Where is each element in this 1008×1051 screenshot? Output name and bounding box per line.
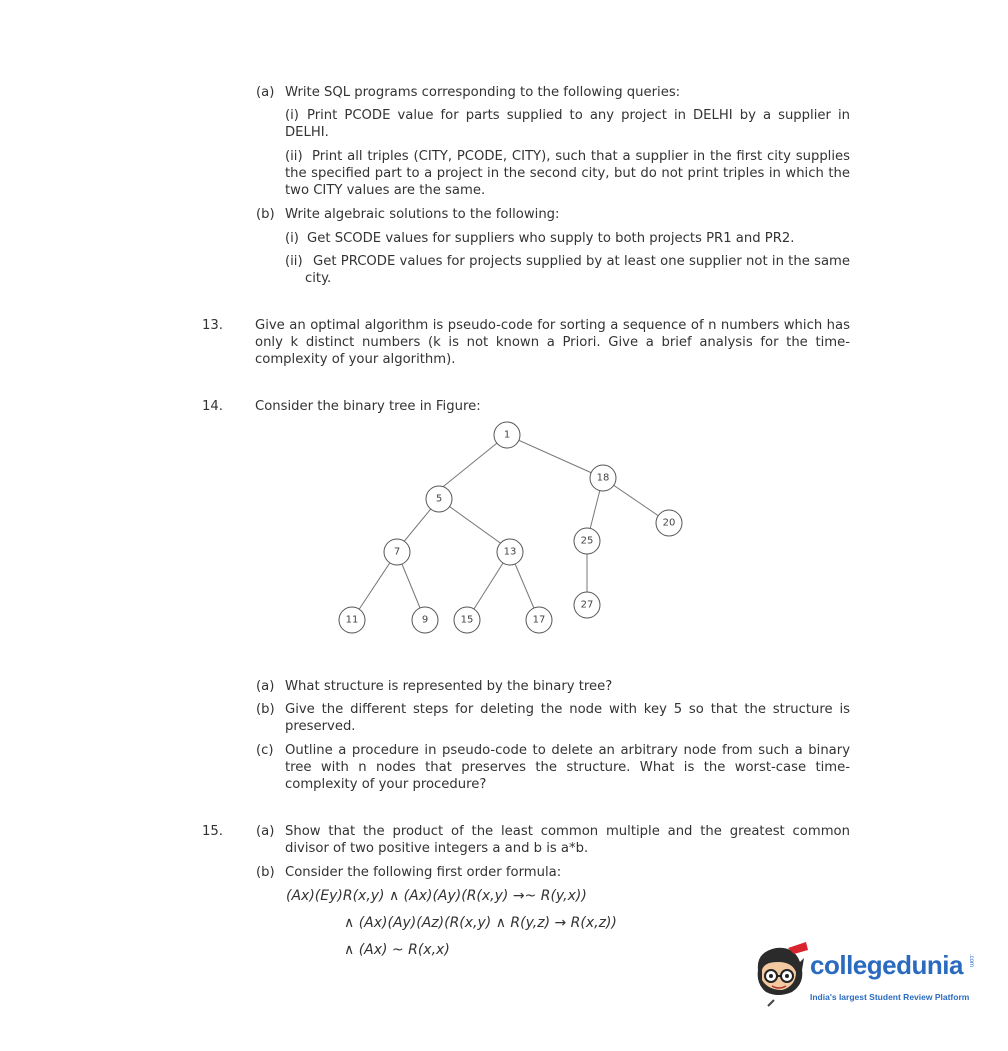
svg-text:17: 17 (532, 614, 546, 626)
q12a-i-text: Print PCODE value for parts supplied to any project in DELHI by a supplier in DELHI. (285, 108, 850, 140)
tree-node-13 (497, 539, 523, 565)
q14c-label: (c) (256, 743, 274, 758)
tree-node-25 (574, 528, 600, 554)
formula-line-1: (Ax)(Ey)R(x,y) ∧ (Ax)(Ay)(R(x,y) →~ R(y,x)) (286, 888, 587, 904)
collegedunia-logo (748, 940, 980, 1012)
mascot-icon (748, 940, 810, 1012)
tree-node-18 (590, 465, 616, 491)
q14-number: 14. (202, 399, 223, 414)
q14b-label: (b) (256, 702, 275, 717)
svg-text:7: 7 (393, 546, 401, 558)
svg-text:9: 9 (421, 614, 429, 626)
tree-node-15 (454, 607, 480, 633)
q14a-label: (a) (256, 679, 275, 694)
edge-1-18 (507, 435, 603, 478)
q12a-ii-text: Print all triples (CITY, PCODE, CITY), such that a supplier in the first city supplies the specified part to a project in the second city, but do not print triples in which the two CITY values are the same. (285, 149, 850, 198)
q14-text: Consider the binary tree in Figure: (255, 399, 481, 414)
svg-text:5: 5 (435, 493, 443, 505)
q15a-text: Show that the product of the least common multiple and the greatest common divisor of two positive integers a and b is a*b. (285, 824, 850, 856)
q15b-label: (b) (256, 865, 275, 880)
svg-text:1: 1 (503, 429, 511, 441)
q15b-text: Consider the following first order formula: (285, 865, 562, 880)
tree-node-5 (426, 486, 452, 512)
q13-text: Give an optimal algorithm is pseudo-code for sorting a sequence of n numbers which has only k distinct numbers (k is not known a Priori. Give a brief analysis for the time-complexity of your algorithm). (255, 318, 850, 367)
tree-node-9 (412, 607, 438, 633)
q12b-ii-text: Get PRCODE values for projects supplied by at least one supplier not in the same city. (305, 254, 850, 286)
q14b-text: Give the different steps for deleting the node with key 5 so that the structure is preserved. (285, 702, 850, 734)
q12b-label: (b) (256, 207, 275, 222)
binary-tree-figure (330, 420, 690, 640)
svg-text:20: 20 (662, 517, 676, 529)
q12b-text: Write algebraic solutions to the following: (285, 207, 560, 222)
q12a-label: (a) (256, 85, 275, 100)
q14a-text: What structure is represented by the binary tree? (285, 679, 613, 694)
q12a-text: Write SQL programs corresponding to the following queries: (285, 85, 681, 100)
tree-node-27 (574, 592, 600, 618)
q13-number: 13. (202, 318, 223, 333)
svg-text:11: 11 (345, 614, 359, 626)
q12b-ii-label: (ii) (285, 254, 303, 269)
logo-tagline: India's largest Student Review Platform (810, 992, 970, 1002)
svg-text:27: 27 (580, 599, 594, 611)
tree-node-11 (339, 607, 365, 633)
tree-edges (352, 435, 669, 620)
tree-node-7 (384, 539, 410, 565)
svg-text:13: 13 (503, 546, 517, 558)
tree-node-17 (526, 607, 552, 633)
q12a-i-label: (i) (285, 108, 299, 123)
formula-line-3: ∧ (Ax) ~ R(x,x) (344, 942, 450, 958)
logo-wordmark: collegedunia (810, 950, 963, 980)
q14c-text: Outline a procedure in pseudo-code to delete an arbitrary node from such a binary tree with n nodes that preserves the structure. What is the worst-case time-complexity of your procedure? (285, 743, 850, 792)
q12b-i-label: (i) (285, 231, 299, 246)
svg-text:25: 25 (580, 535, 594, 547)
q12b-i-text: Get SCODE values for suppliers who supply to both projects PR1 and PR2. (307, 231, 795, 246)
logo-dotcom: .com (968, 954, 974, 968)
tree-node-20 (656, 510, 682, 536)
q12a-ii-label: (ii) (285, 149, 303, 164)
formula-line-2: ∧ (Ax)(Ay)(Az)(R(x,y) ∧ R(y,z) → R(x,z)) (344, 915, 617, 931)
q15a-label: (a) (256, 824, 275, 839)
tree-node-1 (494, 422, 520, 448)
svg-text:18: 18 (596, 472, 610, 484)
q15-number: 15. (202, 824, 223, 839)
svg-text:15: 15 (460, 614, 474, 626)
